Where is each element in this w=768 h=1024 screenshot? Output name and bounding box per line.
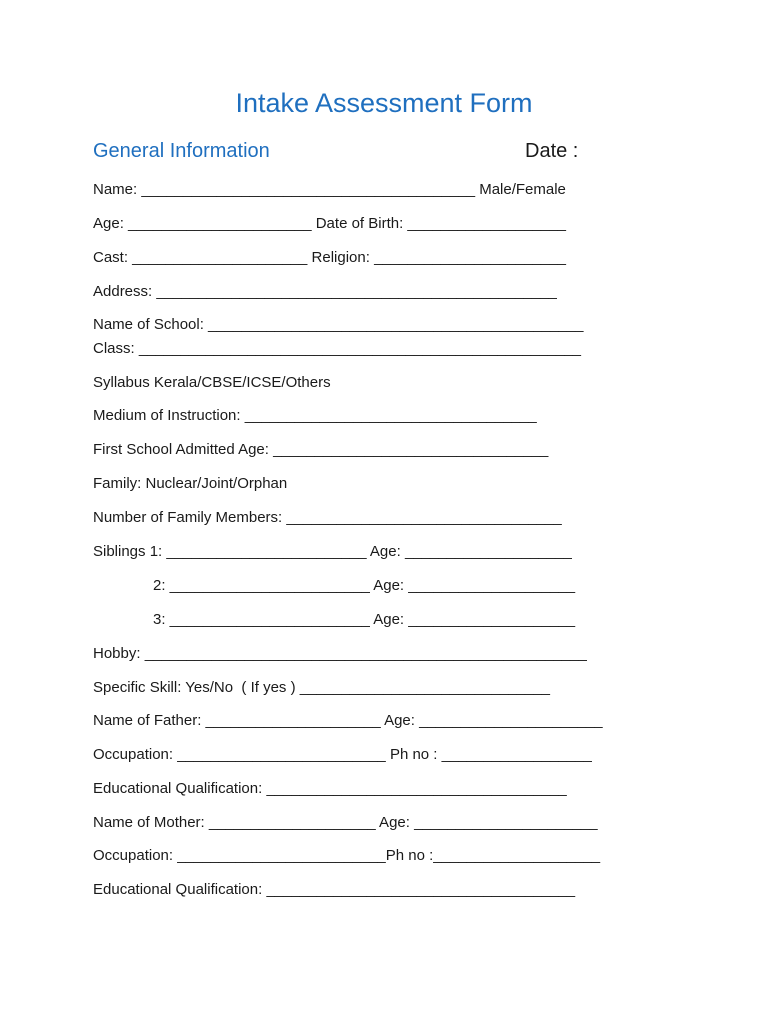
form-title: Intake Assessment Form [235, 88, 533, 118]
section-heading: General Information [93, 140, 270, 162]
sibling-1-line: Siblings 1: ________________________ Age: ____________________ [93, 543, 572, 560]
mother-line: Name of Mother: ____________________ Age: ______________________ [93, 814, 598, 831]
family-members-line: Number of Family Members: _________________________________ [93, 509, 562, 526]
cast-religion-line: Cast: _____________________ Religion: _______________________ [93, 249, 566, 266]
school-name-line: Name of School: _____________________________________________ [93, 316, 584, 333]
sibling-3-line: 3: ________________________ Age: ____________________ [153, 611, 576, 628]
sibling-2-line: 2: ________________________ Age: ____________________ [153, 577, 576, 594]
mother-occupation-line: Occupation: _________________________Ph no :____________________ [93, 847, 601, 864]
mother-qualification-line: Educational Qualification: _____________________________________ [93, 881, 576, 898]
address-line: Address: ________________________________________________ [93, 283, 557, 300]
medium-line: Medium of Instruction: ___________________________________ [93, 407, 537, 424]
father-occupation-line: Occupation: _________________________ Ph no : __________________ [93, 746, 592, 763]
family-type-line: Family: Nuclear/Joint/Orphan [93, 475, 288, 492]
syllabus-line: Syllabus Kerala/CBSE/ICSE/Others [93, 374, 331, 391]
hobby-line: Hobby: _____________________________________________________ [93, 645, 587, 662]
date-label: Date : [525, 140, 579, 162]
specific-skill-line: Specific Skill: Yes/No ( If yes ) ______________________________ [93, 679, 551, 696]
class-line: Class: _____________________________________________________ [93, 340, 581, 357]
father-line: Name of Father: _____________________ Age: ______________________ [93, 712, 603, 729]
admitted-age-line: First School Admitted Age: _________________________________ [93, 441, 549, 458]
age-dob-line: Age: ______________________ Date of Birth: ___________________ [93, 215, 566, 232]
father-qualification-line: Educational Qualification: ____________________________________ [93, 780, 567, 797]
name-gender-line: Name: ________________________________________ Male/Female [93, 181, 566, 198]
